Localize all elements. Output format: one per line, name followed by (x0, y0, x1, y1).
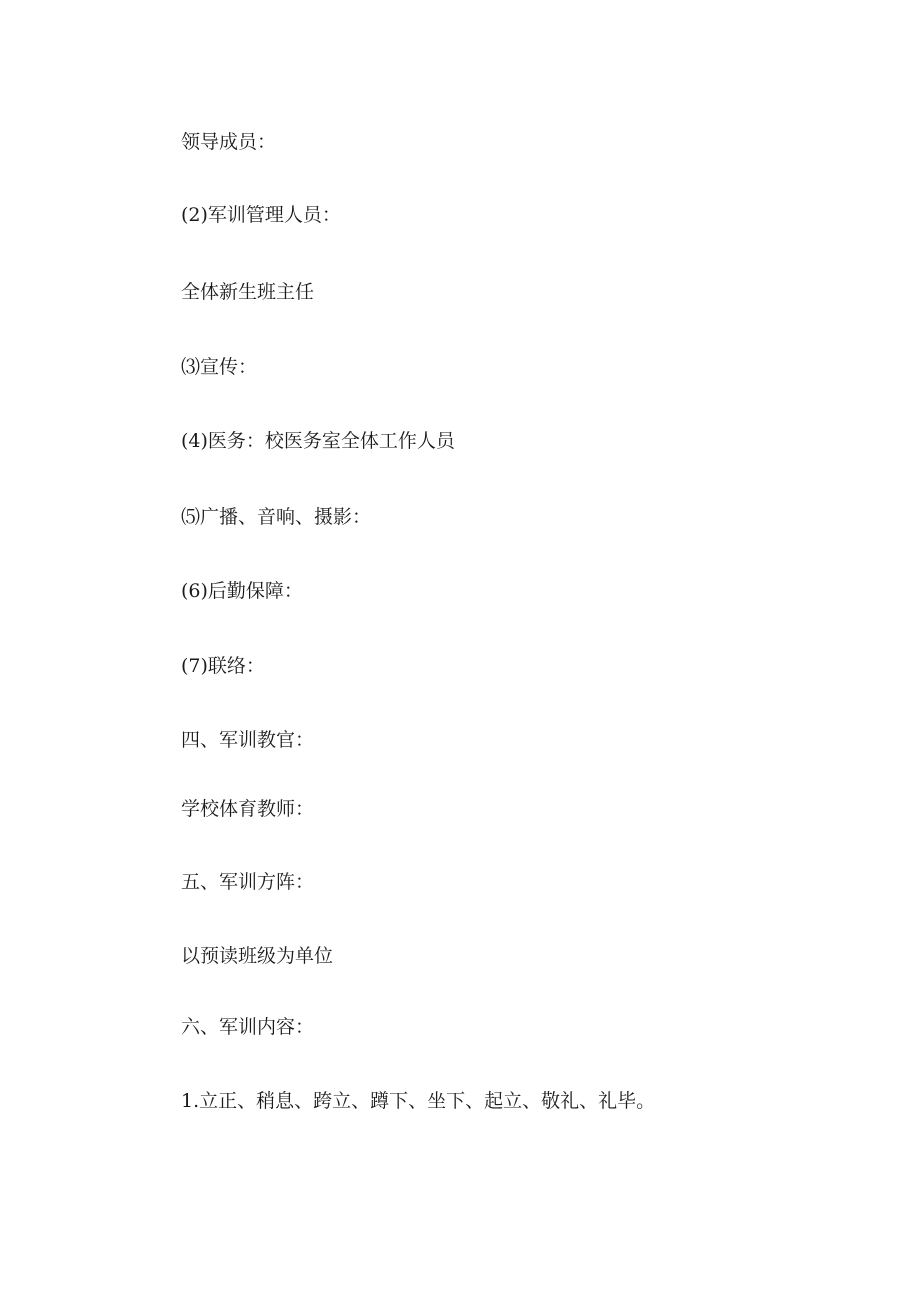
doc-line-training-managers: (2)军训管理人员： (181, 204, 341, 226)
doc-line-medical: (4)医务：校医务室全体工作人员 (181, 430, 455, 452)
doc-line-content-item-one: 1.立正、稍息、跨立、蹲下、坐下、起立、敬礼、礼毕。 (181, 1090, 656, 1112)
doc-line-class-teachers: 全体新生班主任 (181, 281, 315, 303)
doc-line-section-five-formation: 五、军训方阵： (181, 871, 315, 893)
doc-line-publicity: ⑶宣传： (181, 356, 258, 378)
doc-line-logistics: (6)后勤保障： (181, 580, 303, 602)
doc-line-pe-teachers: 学校体育教师： (181, 798, 315, 820)
doc-line-leadership-members: 领导成员： (181, 131, 277, 153)
doc-line-class-unit: 以预读班级为单位 (181, 945, 334, 967)
doc-line-liaison: (7)联络： (181, 655, 265, 677)
doc-line-section-four-instructors: 四、军训教官： (181, 729, 315, 751)
doc-line-section-six-content: 六、军训内容： (181, 1016, 315, 1038)
doc-line-broadcast: ⑸广播、音响、摄影： (181, 506, 372, 528)
